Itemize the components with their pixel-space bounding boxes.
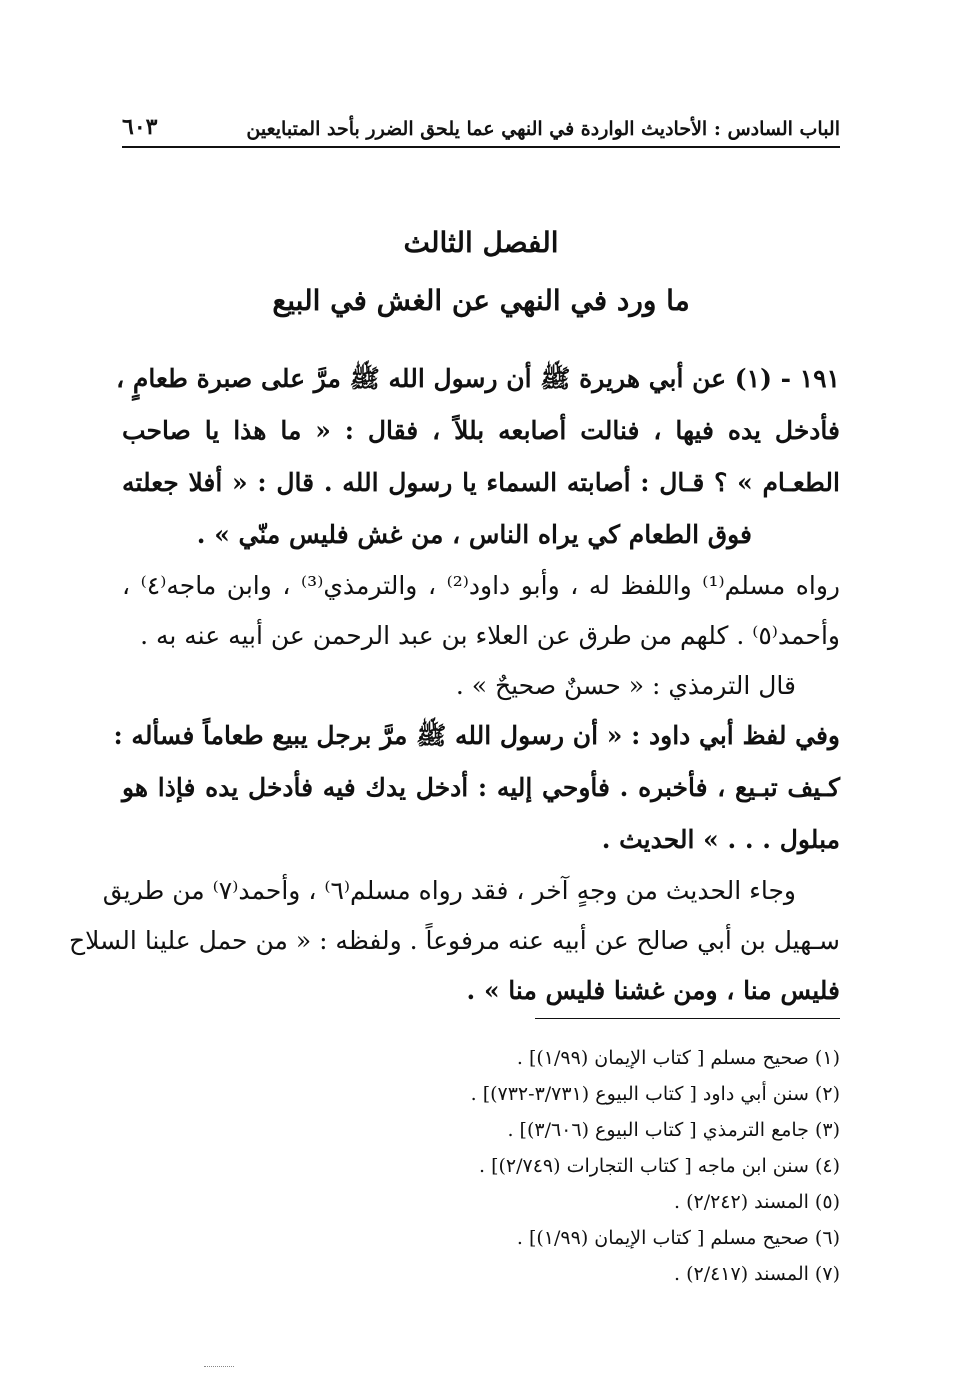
text-line-5: رواه مسلم⁽¹⁾ واللفظ له ، وأبو داود⁽²⁾ ، والترمذي⁽³⁾ ، وابن ماجه⁽٤⁾ ،: [122, 571, 840, 600]
page-number: ٦٠٣: [122, 114, 158, 140]
text-line-4: فوق الطعام كي يراه الناس ، من غش فليس منّي » .: [196, 520, 752, 549]
text-line-7: قال الترمذي : « حسنٌ صحيحٌ » .: [455, 671, 796, 700]
text-line-13: فليس منا ، ومن غشنا فليس منا » .: [466, 976, 840, 1005]
text-line-11: وجاء الحديث من وجهٍ آخر ، فقد رواه مسلم⁽٦⁾ ، وأحمد⁽٧⁾ من طريق: [102, 876, 796, 905]
text-line-2: فأدخل يده فيها ، فنالت أصابعه بللاً ، فقال : « ما هذا يا صاحب: [122, 416, 840, 445]
footnote-1: (١) صحيح مسلم [ كتاب الإيمان (١/٩٩)] .: [516, 1047, 840, 1069]
chapter-subtitle: ما ورد في النهي عن الغش في البيع: [272, 284, 690, 317]
scan-artifact: [204, 1366, 234, 1371]
footnote-separator: [535, 1018, 840, 1019]
running-header-title: الباب السادس : الأحاديث الواردة في النهي عما يلحق الضرر بأحد المتبايعين: [246, 118, 840, 140]
text-line-1: ١٩١ - (١) عن أبي هريرة ﷺ أن رسول الله ﷺ مرَّ على صبرة طعامٍ ،: [116, 364, 840, 393]
running-header: [122, 108, 840, 148]
text-line-3: الطعـام » ؟ قـال : أصابته السماء يا رسول الله . قال : « أفلا جعلته: [122, 468, 840, 497]
text-line-9: كـيف تبـيع ، فأخبره . فأوحي إليه : أدخل يدك فيه فأدخل يده فإذا هو: [122, 773, 840, 802]
text-line-12: سـهيل بن أبي صالح عن أبيه عنه مرفوعاً . ولفظه : « من حمل علينا السلاح: [68, 926, 840, 955]
chapter-title: الفصل الثالث: [403, 226, 559, 259]
footnote-6: (٦) صحيح مسلم [ كتاب الإيمان (١/٩٩)] .: [516, 1227, 840, 1249]
footnote-5: (٥) المسند (٢/٢٤٢) .: [674, 1191, 840, 1213]
text-line-10: مبلول . . . » الحديث .: [601, 825, 840, 854]
footnote-2: (٢) سنن أبي داود [ كتاب البيوع (٣/٧٣١-٧٣٢)] .: [470, 1083, 840, 1105]
footnote-4: (٤) سنن ابن ماجه [ كتاب التجارات (٢/٧٤٩)] .: [479, 1155, 840, 1177]
footnote-3: (٣) جامع الترمذي [ كتاب البيوع (٣/٦٠٦)] .: [507, 1119, 840, 1141]
text-line-8: وفي لفظ أبي داود : « أن رسول الله ﷺ مرَّ برجل يبيع طعاماً فسأله :: [113, 721, 840, 750]
footnote-7: (٧) المسند (٢/٤١٧) .: [674, 1263, 840, 1285]
text-line-6: وأحمد⁽٥⁾ . كلهم من طرق عن العلاء بن عبد الرحمن عن أبيه عنه به .: [140, 621, 840, 650]
